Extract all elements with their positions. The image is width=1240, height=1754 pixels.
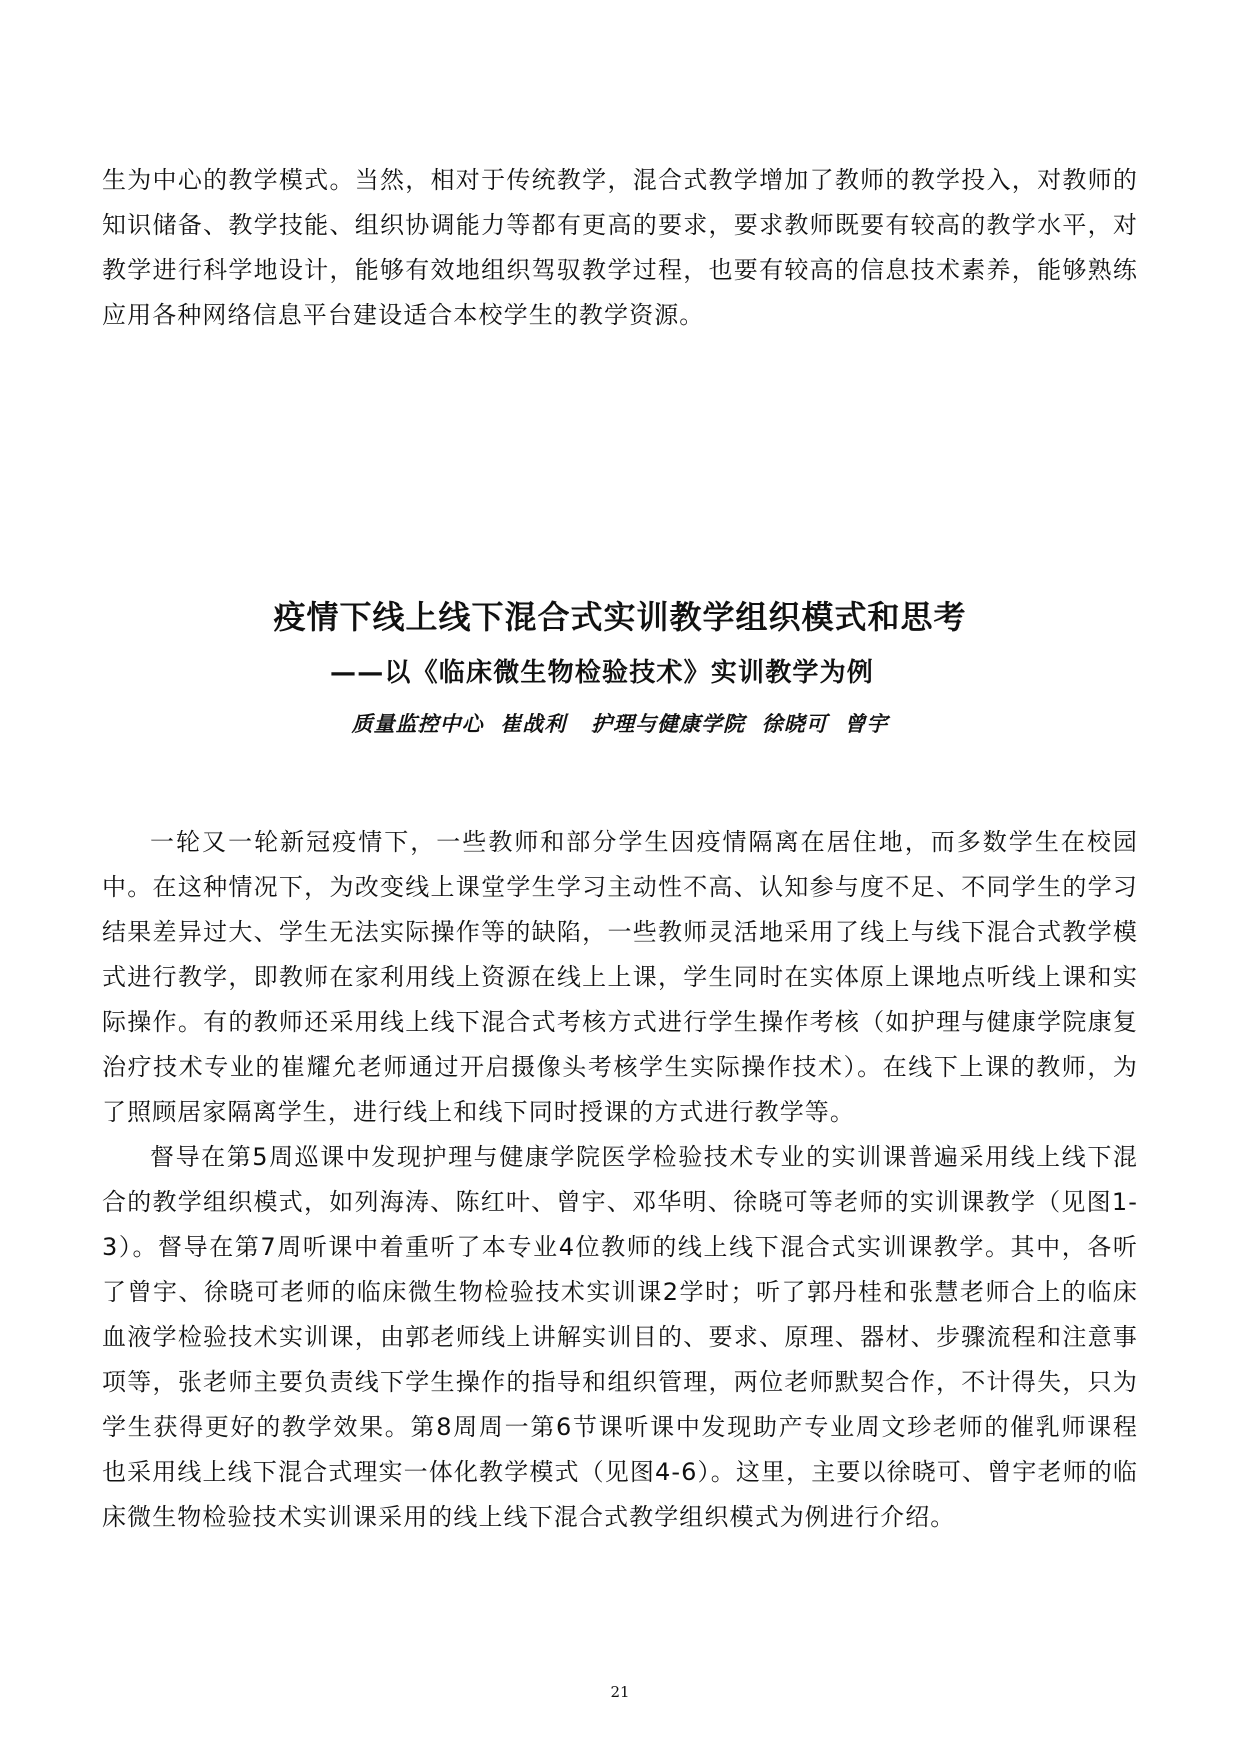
page-number: 21 (610, 1683, 630, 1701)
author-name-1: 崔战利 (500, 712, 567, 736)
intro-section (102, 158, 1138, 338)
body-paragraph-2: 督导在第5周巡课中发现护理与健康学院医学检验技术专业的实训课普遍采用线上线下混合的教学组织模式，如列海涛、陈红叶、曾宇、邓华明、徐晓可等老师的实训课教学（见图1-3）。督导在第7周听课中着重听了本专业4位教师的线上线下混合式实训课教学。其中，各听了曾宇、徐晓可老师的临床微生物检验技术实训课2学时；听了郭丹桂和张慧老师合上的临床血液学检验技术实训课，由郭老师线上讲解实训目的、要求、原理、器材、步骤流程和注意事项等，张老师主要负责线下学生操作的指导和组织管理，两位老师默契合作，不计得失，只为学生获得更好的教学效果。第8周周一第6节课听课中发现助产专业周文珍老师的催乳师课程也采用线上线下混合式理实一体化教学模式（见图4-6）。这里，主要以徐晓可、曾宇老师的临床微生物检验技术实训课采用的线上线下混合式教学组织模式为例进行介绍。 (102, 1143, 1138, 1531)
author-unit-1: 质量监控中心 (351, 712, 484, 736)
intro-paragraph: 生为中心的教学模式。当然，相对于传统教学，混合式教学增加了教师的教学投入，对教师的知识储备、教学技能、组织协调能力等都有更高的要求，要求教师既要有较高的教学水平，对教学进行科学地设计，能够有效地组织驾驭教学过程，也要有较高的信息技术素养，能够熟练应用各种网络信息平台建设适合本校学生的教学资源。 (102, 166, 1138, 329)
article-body (102, 820, 1138, 1540)
author-unit-2: 护理与健康学院 (591, 712, 746, 736)
author-name-3: 曾宇 (844, 712, 889, 736)
body-paragraph-1: 一轮又一轮新冠疫情下，一些教师和部分学生因疫情隔离在居住地，而多数学生在校园中。在这种情况下，为改变线上课堂学生学习主动性不高、认知参与度不足、不同学生的学习结果差异过大、学生无法实际操作等的缺陷，一些教师灵活地采用了线上与线下混合式教学模式进行教学，即教师在家利用线上资源在线上上课，学生同时在实体原上课地点听线上课和实际操作。有的教师还采用线上线下混合式考核方式进行学生操作考核（如护理与健康学院康复治疗技术专业的崔耀允老师通过开启摄像头考核学生实际操作技术）。在线下上课的教师，为了照顾居家隔离学生，进行线上和线下同时授课的方式进行教学等。 (102, 828, 1138, 1126)
author-line (0, 708, 1240, 738)
author-name-2: 徐晓可 (761, 712, 828, 736)
article-subtitle: ——以《临床微生物检验技术》实训教学为例 (330, 658, 875, 688)
article-title: 疫情下线上线下混合式实训教学组织模式和思考 (273, 598, 967, 636)
